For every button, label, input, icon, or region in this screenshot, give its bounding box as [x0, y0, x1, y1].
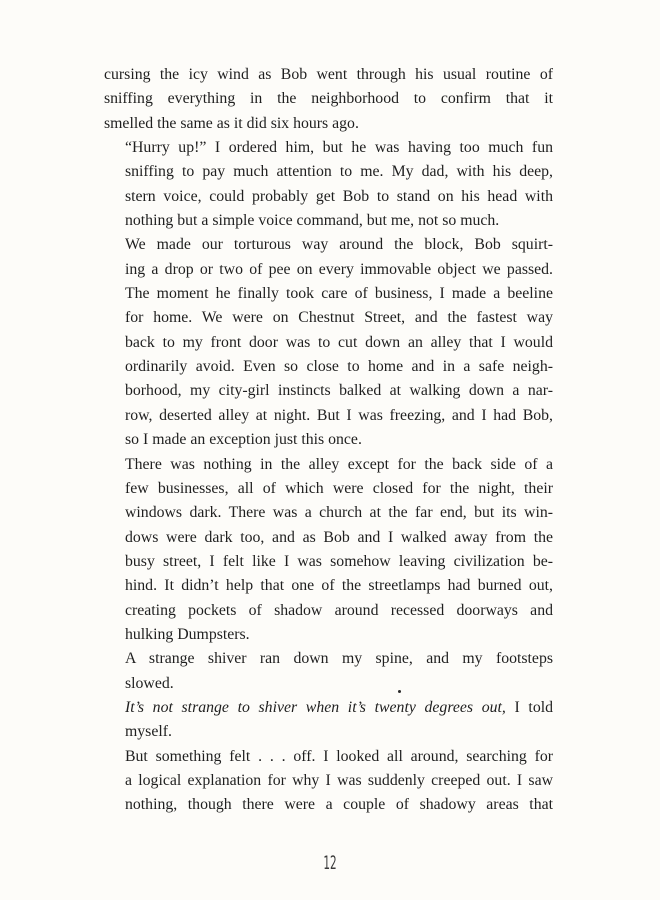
- text-line: nothing but a simple voice command, but me, not so much.: [125, 212, 500, 230]
- text-line: so I made an exception just this once.: [125, 431, 362, 449]
- text-line: for home. We were on Chestnut Street, and the fastest way: [125, 309, 553, 327]
- body-text: [104, 63, 553, 818]
- text-line: sniffing everything in the neighborhood to confirm that it: [104, 90, 553, 108]
- ink-speck: [398, 690, 401, 693]
- paragraph-5: [104, 647, 553, 696]
- text-line: The moment he finally took care of business, I made a beeline: [125, 285, 553, 303]
- text-line: row, deserted alley at night. But I was freezing, and I had Bob,: [125, 406, 553, 424]
- paragraph-2: [104, 136, 553, 233]
- text-line: borhood, my city-girl instincts balked at walking down a nar-: [125, 382, 553, 400]
- text-line: stern voice, could probably get Bob to stand on his head with: [125, 187, 553, 205]
- text-line: There was nothing in the alley except for the back side of a: [125, 455, 553, 473]
- text-line: slowed.: [125, 674, 174, 692]
- text-line: “Hurry up!” I ordered him, but he was having too much fun: [125, 139, 553, 157]
- text-fragment: I told: [505, 698, 554, 716]
- text-line: a logical explanation for why I was suddenly creeped out. I saw: [125, 771, 553, 789]
- paragraph-4: [104, 453, 553, 648]
- text-line: back to my front door was to cut down an alley that I would: [125, 333, 553, 351]
- text-line: dows were dark too, and as Bob and I walked away from the: [125, 528, 553, 546]
- text-line: hulking Dumpsters.: [125, 625, 250, 643]
- italic-thought: It’s not strange to shiver when it’s twenty degrees out,: [125, 698, 506, 716]
- text-line: myself.: [125, 723, 172, 741]
- text-line: windows dark. There was a church at the far end, but its win-: [125, 504, 553, 522]
- text-line: busy street, I felt like I was somehow leaving civilization be-: [125, 552, 553, 570]
- text-line: hind. It didn’t help that one of the streetlamps had burned out,: [125, 577, 553, 595]
- text-line: smelled the same as it did six hours ago.: [104, 114, 359, 132]
- text-line: A strange shiver ran down my spine, and my footsteps: [125, 650, 553, 668]
- paragraph-1: [104, 63, 553, 136]
- text-line: sniffing to pay much attention to me. My dad, with his deep,: [125, 163, 553, 181]
- text-line: cursing the icy wind as Bob went through his usual routine of: [104, 66, 553, 83]
- text-line: few businesses, all of which were closed for the night, their: [125, 479, 553, 497]
- paragraph-6: [104, 696, 553, 745]
- text-line: nothing, though there were a couple of shadowy areas that: [125, 796, 553, 814]
- text-line: creating pockets of shadow around recessed doorways and: [125, 601, 553, 619]
- text-line: ing a drop or two of pee on every immovable object we passed.: [125, 260, 553, 278]
- paragraph-7: [104, 745, 553, 818]
- text-line: But something felt . . . off. I looked all around, searching for: [125, 747, 553, 765]
- text-line: ordinarily avoid. Even so close to home and in a safe neigh-: [125, 358, 553, 376]
- page-number: 12: [323, 852, 337, 874]
- paragraph-3: [104, 233, 553, 452]
- text-line: We made our torturous way around the block, Bob squirt-: [125, 236, 553, 254]
- text-line: [104, 696, 553, 720]
